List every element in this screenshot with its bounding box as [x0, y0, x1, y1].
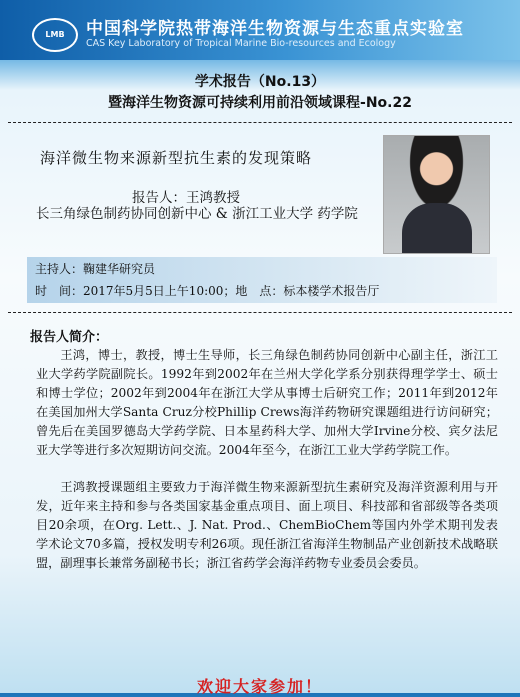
speaker-name: 报告人：王鸿教授 — [132, 190, 240, 206]
lab-name-cn: 中国科学院热带海洋生物资源与生态重点实验室 — [86, 19, 464, 39]
report-topic: 海洋微生物来源新型抗生素的发现策略 — [40, 149, 313, 167]
intro-heading: 报告人简介： — [30, 330, 109, 345]
divider-top — [8, 122, 512, 123]
bio-paragraph-2: 王鸿教授课题组主要致力于海洋微生物来源新型抗生素研究及海洋资源利用与开发，近年来主持和参与各类国家基金重点项目、面上项目、科技部和省部级等各类项目20余项，在Org. Lett.、J. Nat. Prod.、ChemBioChem等国内外学术期刊发表学术论文70多篇，授权发明专利26项。现任浙江省海洋生物制品产业创新技术战略联盟，副理事长兼常务副秘书长；浙江省药学会海洋药物专业委员会委员。 — [36, 480, 498, 570]
course-title: 暨海洋生物资源可持续利用前沿领域课程-No.22 — [108, 95, 412, 111]
host-line: 主持人：鞠建华研究员 — [35, 262, 156, 276]
divider-middle — [8, 312, 512, 313]
lab-logo: LMB — [32, 18, 78, 52]
bio-paragraph-1: 王鸿，博士，教授，博士生导师，长三角绿色制药协同创新中心副主任，浙江工业大学药学院副院长。1992年到2002年在兰州大学化学系分别获得理学学士、硕士和博士学位；2002年到2004年在浙江大学从事博士后研究工作；2011年到2012年在美国加州大学Santa Cruz分校Phillip Crews海洋药物研究课题组进行访问研究；曾先后在美国罗德岛大学药学院、日本星药科大学、加州大学Irvine分校、宾夕法尼亚大学等进行多次短期访问交流。2004年至今，在浙江工业大学药学院工作。 — [36, 348, 498, 457]
time-place-line: 时 间：2017年5月5日上午10:00；地 点：标本楼学术报告厅 — [35, 284, 380, 298]
speaker-photo — [383, 135, 490, 254]
speaker-affiliation: 长三角绿色制药协同创新中心 & 浙江工业大学 药学院 — [36, 206, 358, 222]
welcome-text: 欢迎大家参加！ — [196, 677, 323, 696]
header-banner — [0, 0, 520, 60]
lab-name-en: CAS Key Laboratory of Tropical Marine Bio-resources and Ecology — [86, 38, 396, 49]
report-series-title: 学术报告（No.13） — [194, 74, 326, 90]
